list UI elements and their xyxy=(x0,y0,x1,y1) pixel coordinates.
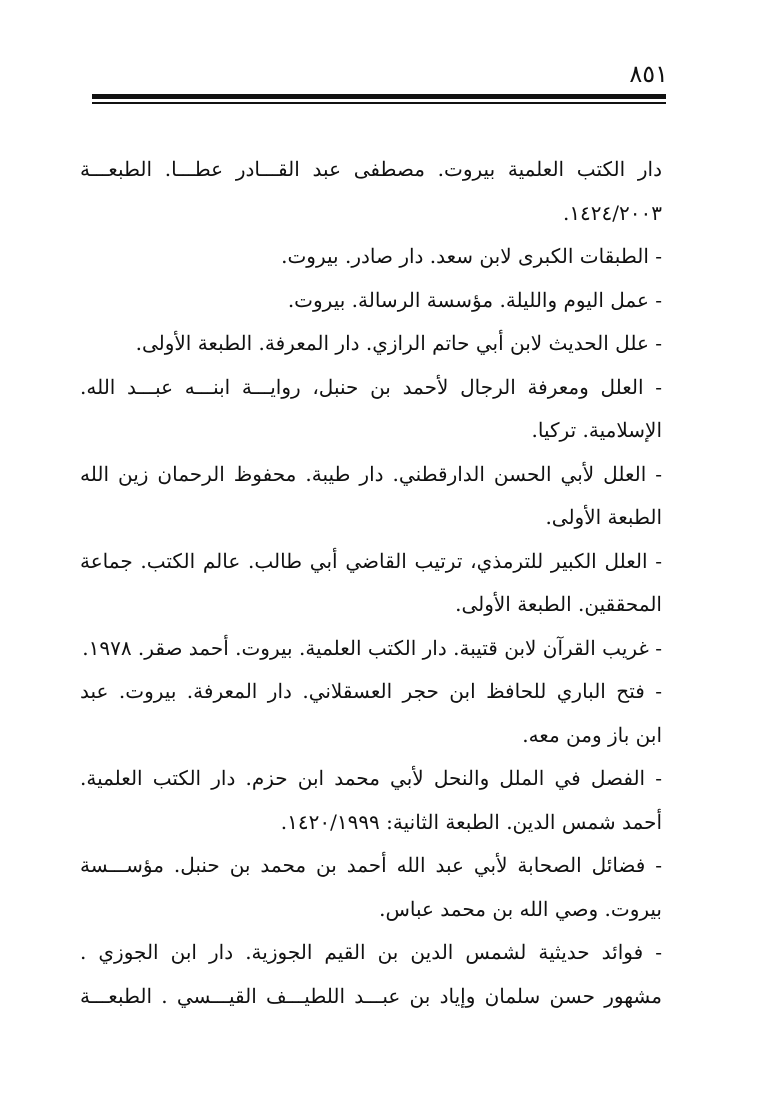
text-line: - فضائل الصحابة لأبي عبد الله أحمد بن محمد بن حنبل. مؤســـسة xyxy=(80,853,662,877)
header-rule-thin xyxy=(92,102,666,104)
text-line: أحمد شمس الدين. الطبعة الثانية: ١٤٢٠/١٩٩٩. xyxy=(280,809,662,834)
text-line: - الطبقات الكبرى لابن سعد. دار صادر. بيروت. xyxy=(281,244,662,268)
text-line: - العلل لأبي الحسن الدارقطني. دار طيبة. محفوظ الرحمان زين الله xyxy=(80,461,662,486)
text-line: - علل الحديث لابن أبي حاتم الرازي. دار المعرفة. الطبعة الأولى. xyxy=(135,331,662,355)
text-line: الإسلامية. تركيا. xyxy=(531,418,662,442)
text-line: ابن باز ومن معه. xyxy=(522,722,662,747)
text-line: المحققين. الطبعة الأولى. xyxy=(455,592,662,616)
bibliography-text xyxy=(80,148,662,1018)
header-rule-thick xyxy=(92,94,666,99)
text-line: - العلل الكبير للترمذي، ترتيب القاضي أبي طالب. عالم الكتب. جماعة xyxy=(80,548,662,573)
text-line: دار الكتب العلمية بيروت. مصطفى عبد القـــادر عطـــا. الطبعـــة xyxy=(80,157,662,181)
text-line: ١٤٢٤/٢٠٠٣. xyxy=(562,200,662,225)
text-line: - العلل ومعرفة الرجال لأحمد بن حنبل، روايـــة ابنـــه عبـــد الله. xyxy=(80,374,662,399)
text-line: الطبعة الأولى. xyxy=(545,505,662,529)
page-number: ٨٥١ xyxy=(629,60,668,88)
text-line: مشهور حسن سلمان وإياد بن عبـــد اللطيـــف القيـــسي . الطبعـــة xyxy=(80,983,662,1008)
text-line: - الفصل في الملل والنحل لأبي محمد ابن حزم. دار الكتب العلمية. xyxy=(80,766,662,790)
text-line: - فتح الباري للحافظ ابن حجر العسقلاني. دار المعرفة. بيروت. عبد xyxy=(80,679,662,703)
text-line: - غريب القرآن لابن قتيبة. دار الكتب العلمية. بيروت. أحمد صقر. ١٩٧٨. xyxy=(82,635,662,660)
text-line: - عمل اليوم والليلة. مؤسسة الرسالة. بيروت. xyxy=(287,287,662,312)
text-line: - فوائد حديثية لشمس الدين بن القيم الجوزية. دار ابن الجوزي . xyxy=(80,940,662,964)
text-line: بيروت. وصي الله بن محمد عباس. xyxy=(379,896,662,921)
